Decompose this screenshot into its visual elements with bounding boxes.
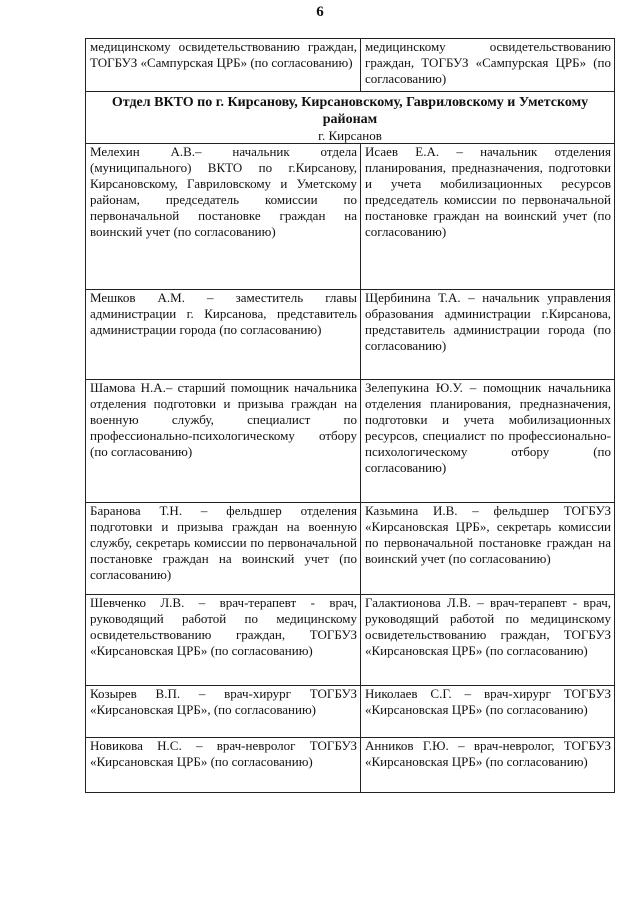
reserve-member-cell: Казьмина И.В. – фельдшер ТОГБУЗ «Кирсановская ЦРБ», секретарь комиссии по первоначальной постановке граждан на воинский учет (по согласованию) (361, 503, 615, 595)
main-member-cell: Баранова Т.Н. – фельдшер отделения подготовки и призыва граждан на военную службу, секретарь комиссии по первоначальной постановке граждан на воинский учет (по согласованию) (86, 503, 361, 595)
section-header-row (86, 92, 615, 144)
main-member-cell: медицинскому освидетельствованию граждан, ТОГБУЗ «Сампурская ЦРБ» (по согласованию) (86, 39, 361, 92)
table-row (86, 595, 615, 686)
main-member-cell: Мелехин А.В.– начальник отдела (муниципального) ВКТО по г.Кирсанову, Кирсановскому, Гавриловскому и Уметскому районам, председатель комиссии по первоначальной постановке граждан на воинский учет (по согласованию) (86, 144, 361, 290)
reserve-member-cell: медицинскому освидетельствованию граждан, ТОГБУЗ «Сампурская ЦРБ» (по согласованию) (361, 39, 615, 92)
table-row (86, 380, 615, 503)
reserve-member-cell: Зелепукина Ю.У. – помощник начальника отделения планирования, предназначения, подготовки и учета мобилизационных ресурсов, специалист по профессионально-психологическому отбору (по согласованию) (361, 380, 615, 503)
reserve-member-cell: Щербинина Т.А. – начальник управления образования администрации г.Кирсанова, представитель администрации города (по согласованию) (361, 290, 615, 380)
reserve-member-cell: Анников Г.Ю. – врач-невролог, ТОГБУЗ «Кирсановская ЦРБ» (по согласованию) (361, 738, 615, 793)
main-member-cell: Мешков А.М. – заместитель главы администрации г. Кирсанова, представитель администрации города (по согласованию) (86, 290, 361, 380)
main-member-cell: Шевченко Л.В. – врач-терапевт - врач, руководящий работой по медицинскому освидетельствованию граждан, ТОГБУЗ «Кирсановская ЦРБ» (по согласованию) (86, 595, 361, 686)
table-row (86, 39, 615, 92)
table-row (86, 144, 615, 290)
reserve-member-cell: Николаев С.Г. – врач-хирург ТОГБУЗ «Кирсановская ЦРБ» (по согласованию) (361, 686, 615, 738)
reserve-member-cell: Исаев Е.А. – начальник отделения планирования, предназначения, подготовки и учета мобилизационных ресурсов председатель комиссии по первоначальной постановке граждан на воинский учет (по согласованию) (361, 144, 615, 290)
table-row (86, 503, 615, 595)
main-member-cell: Новикова Н.С. – врач-невролог ТОГБУЗ «Кирсановская ЦРБ» (по согласованию) (86, 738, 361, 793)
table-row (86, 738, 615, 793)
table-row (86, 686, 615, 738)
reserve-member-cell: Галактионова Л.В. – врач-терапевт - врач, руководящий работой по медицинскому освидетельствованию граждан, ТОГБУЗ «Кирсановская ЦРБ» (по согласованию) (361, 595, 615, 686)
main-member-cell: Козырев В.П. – врач-хирург ТОГБУЗ «Кирсановская ЦРБ», (по согласованию) (86, 686, 361, 738)
section-city: г. Кирсанов (318, 128, 382, 143)
commission-table (85, 38, 615, 793)
section-header (86, 92, 615, 144)
main-member-cell: Шамова Н.А.– старший помощник начальника отделения подготовки и призыва граждан на военную службу, специалист по профессионально-психологическому отбору (по согласованию) (86, 380, 361, 503)
table-row (86, 290, 615, 380)
section-title: Отдел ВКТО по г. Кирсанову, Кирсановскому, Гавриловскому и Уметскому районам (111, 95, 589, 127)
page-number: 6 (316, 4, 324, 20)
